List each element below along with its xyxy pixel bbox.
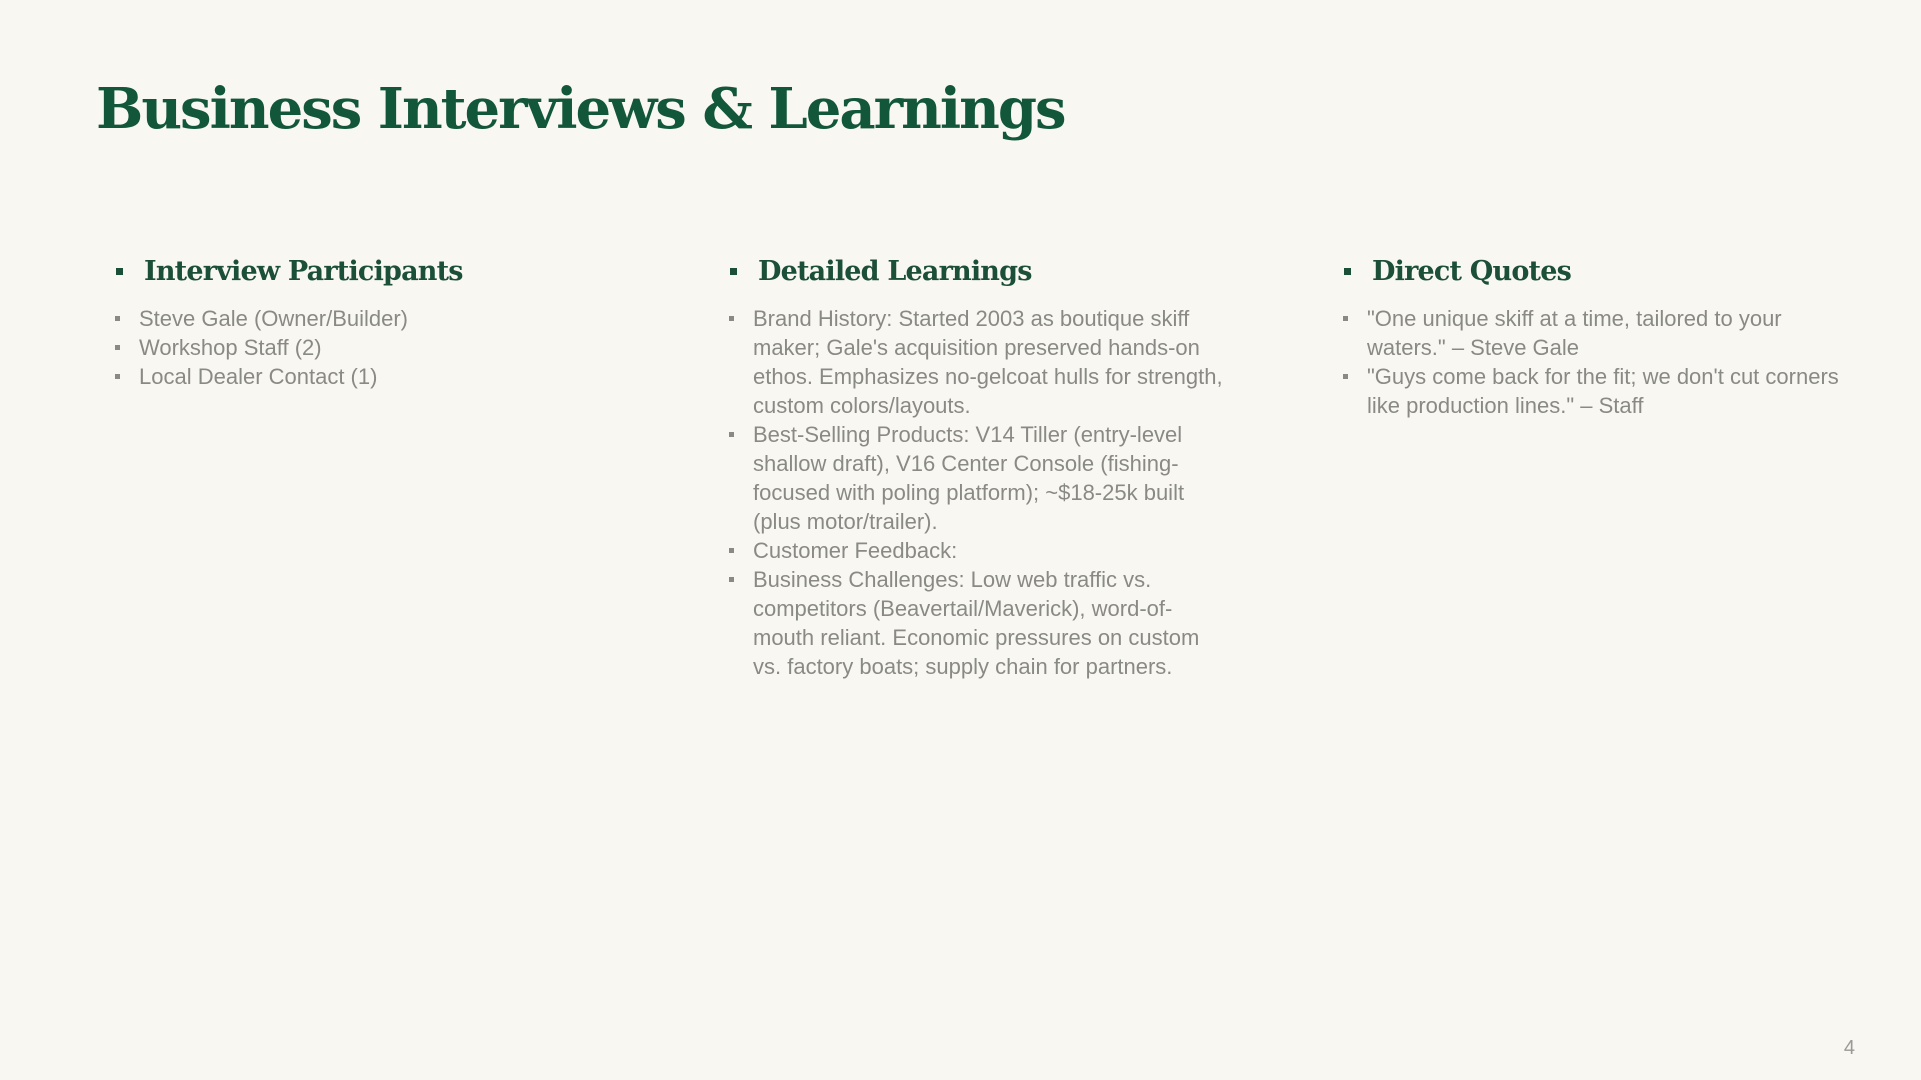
- interview-participants-column: [112, 252, 632, 391]
- list-item: [726, 565, 1226, 681]
- bullet-icon: [729, 316, 734, 321]
- bullet-icon: [729, 548, 734, 553]
- list-item: [1340, 362, 1840, 420]
- list-item-text: Local Dealer Contact (1): [139, 364, 378, 389]
- slide-title: Business Interviews & Learnings: [96, 76, 1065, 142]
- column-heading: [112, 252, 632, 292]
- bullet-icon: [730, 268, 737, 275]
- detailed-learnings-column: [726, 252, 1226, 681]
- list-item: [112, 333, 632, 362]
- list-item-text: "One unique skiff at a time, tailored to your waters." – Steve Gale: [1367, 306, 1782, 360]
- page-number: 4: [1843, 1037, 1855, 1059]
- bullet-icon: [729, 577, 734, 582]
- list-item: [726, 536, 1226, 565]
- bullet-icon: [1343, 316, 1348, 321]
- list-item-text: Best-Selling Products: V14 Tiller (entry-level shallow draft), V16 Center Console (fishing-focused with poling platform); ~$18-25k built (plus motor/trailer).: [753, 422, 1185, 534]
- bullet-list: [1340, 304, 1840, 420]
- list-item-text: Brand History: Started 2003 as boutique skiff maker; Gale's acquisition preserved hands-on ethos. Emphasizes no-gelcoat hulls for strength, custom colors/layouts.: [753, 306, 1223, 418]
- column-heading-text: Interview Participants: [144, 256, 463, 287]
- list-item: [726, 420, 1226, 536]
- bullet-icon: [729, 432, 734, 437]
- list-item-text: Steve Gale (Owner/Builder): [139, 306, 408, 331]
- bullet-icon: [115, 316, 120, 321]
- list-item: [112, 362, 632, 391]
- list-item-text: "Guys come back for the fit; we don't cut corners like production lines." – Staff: [1367, 364, 1839, 418]
- list-item-text: Customer Feedback:: [753, 538, 958, 563]
- bullet-icon: [115, 345, 120, 350]
- list-item-text: Workshop Staff (2): [139, 335, 322, 360]
- list-item: [112, 304, 632, 333]
- bullet-icon: [1343, 374, 1348, 379]
- column-heading: [1340, 252, 1840, 292]
- bullet-icon: [115, 374, 120, 379]
- bullet-icon: [116, 268, 123, 275]
- bullet-list: [726, 304, 1226, 681]
- column-heading-text: Direct Quotes: [1372, 256, 1571, 287]
- column-heading-text: Detailed Learnings: [758, 256, 1032, 287]
- direct-quotes-column: [1340, 252, 1840, 420]
- bullet-icon: [1344, 268, 1351, 275]
- bullet-list: [112, 304, 632, 391]
- column-heading: [726, 252, 1226, 292]
- list-item: [1340, 304, 1840, 362]
- list-item-text: Business Challenges: Low web traffic vs. competitors (Beavertail/Maverick), word-of-mouth reliant. Economic pressures on custom vs. factory boats; supply chain for partners.: [753, 567, 1200, 679]
- list-item: [726, 304, 1226, 420]
